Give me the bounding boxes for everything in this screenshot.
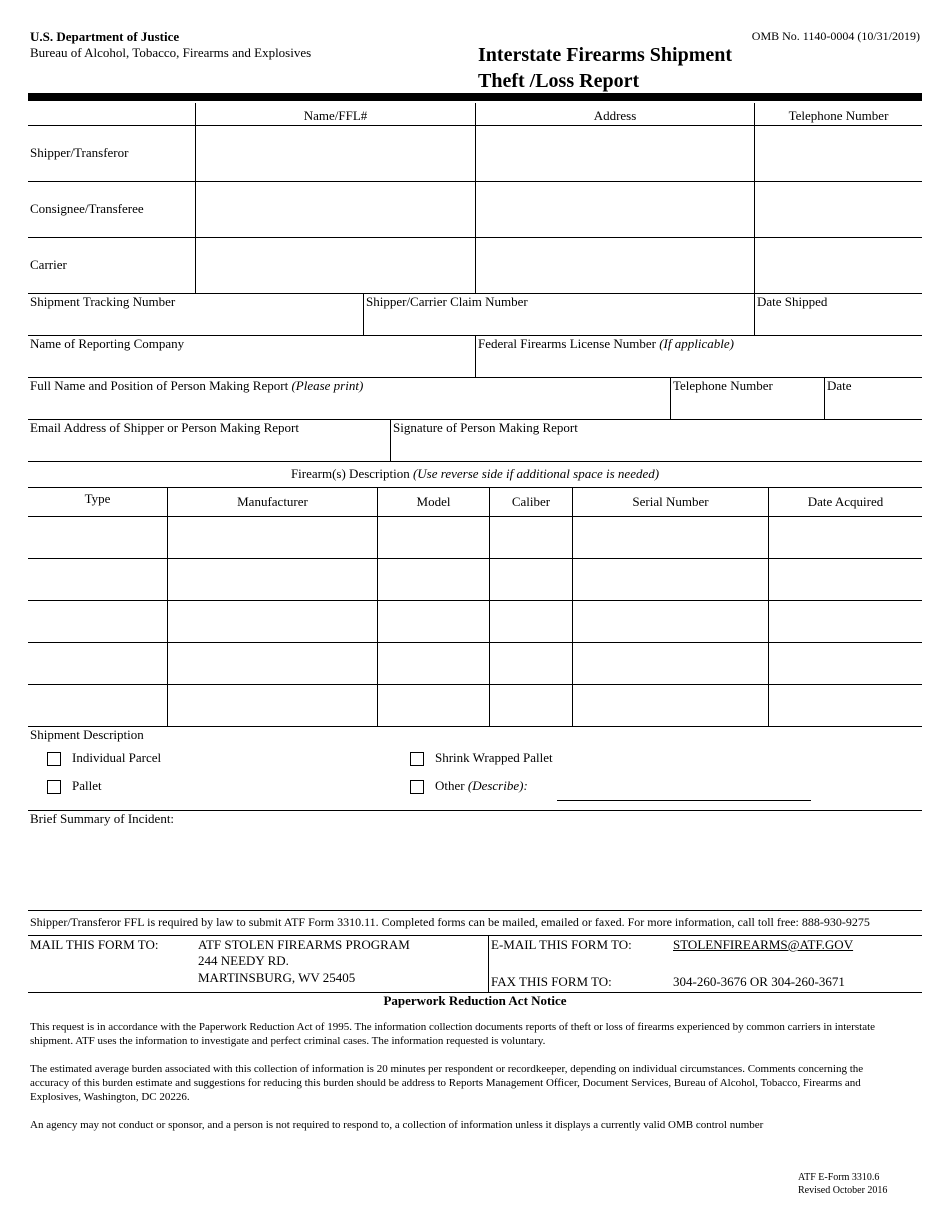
claim-number-field[interactable] xyxy=(366,311,751,333)
bureau-name: Bureau of Alcohol, Tobacco, Firearms and Explosives xyxy=(30,45,312,60)
mail-line3: MARTINSBURG, WV 25405 xyxy=(198,970,356,985)
col-model: Model xyxy=(416,494,451,509)
pra-paragraph-1: This request is in accordance with the Paperwork Reduction Act of 1995. The information collection documents reports of theft or loss of firearms experienced by common carriers in interstate shipment. ATF uses the information to investigate and perfect criminal cases. The information requested is voluntary. xyxy=(30,1021,876,1047)
date-shipped-label: Date Shipped xyxy=(757,294,828,309)
pra-paragraph-3: An agency may not conduct or sponsor, and a person is not required to respond to, a collection of information unless it displays a currently valid OMB control number xyxy=(30,1119,764,1131)
reporting-company-label: Name of Reporting Company xyxy=(30,336,185,351)
signature-label: Signature of Person Making Report xyxy=(393,420,578,435)
consignee-address-field[interactable] xyxy=(477,183,752,235)
ffl-requirement-notice: Shipper/Transferor FFL is required by law to submit ATF Form 3310.11. Completed forms can be mailed, emailed or faxed. For more information, call toll free: 888-930-9275 xyxy=(30,915,870,929)
ffl-number-label-wrap xyxy=(478,336,734,352)
shipment-description-label: Shipment Description xyxy=(30,727,144,742)
firearm-row[interactable] xyxy=(28,559,922,600)
reporting-company-field[interactable] xyxy=(30,353,472,375)
row-consignee-label: Consignee/Transferee xyxy=(30,201,144,216)
tracking-number-field[interactable] xyxy=(30,311,360,333)
firearm-row[interactable] xyxy=(28,685,922,726)
carrier-address-field[interactable] xyxy=(477,239,752,291)
firearm-row[interactable] xyxy=(28,643,922,684)
signature-field[interactable] xyxy=(393,437,920,459)
shipper-phone-field[interactable] xyxy=(756,127,920,179)
firearms-title-note: (Use reverse side if additional space is needed) xyxy=(412,466,660,481)
shrink-wrapped-checkbox[interactable] xyxy=(410,752,424,766)
summary-field[interactable] xyxy=(30,830,920,908)
claim-number-label: Shipper/Carrier Claim Number xyxy=(366,294,528,309)
col-address: Address xyxy=(593,108,637,123)
person-date-field[interactable] xyxy=(827,395,920,417)
form-title-line1: Interstate Firearms Shipment xyxy=(478,44,733,66)
form-number: ATF E-Form 3310.6 xyxy=(798,1172,880,1183)
shipper-name-field[interactable] xyxy=(197,127,473,179)
email-label: Email Address of Shipper or Person Making Report xyxy=(30,420,299,435)
person-field[interactable] xyxy=(30,395,667,417)
col-type: Type xyxy=(84,491,111,506)
col-serial-number: Serial Number xyxy=(632,494,709,509)
col-name-ffl: Name/FFL# xyxy=(303,108,368,123)
person-date-label: Date xyxy=(827,378,852,393)
pra-paragraph-2: The estimated average burden associated with this collection of information is 20 minutes per respondent or recordkeeper, depending on individual circumstances. Comments concerning the accuracy of this burden estimate and suggestions for reducing this burden should be address to Reports Management Officer, Document Services, Bureau of Alcohol, Tobacco, Firearms and Explosives, Washington, DC 20226. xyxy=(30,1063,864,1103)
other-label: Other xyxy=(435,778,465,793)
email-form-label: E-MAIL THIS FORM TO: xyxy=(491,937,632,952)
consignee-name-field[interactable] xyxy=(197,183,473,235)
col-telephone: Telephone Number xyxy=(788,108,889,123)
carrier-name-field[interactable] xyxy=(197,239,473,291)
email-field[interactable] xyxy=(30,437,387,459)
person-phone-label: Telephone Number xyxy=(673,378,773,393)
mail-line1: ATF STOLEN FIREARMS PROGRAM xyxy=(198,937,410,952)
form-title-line2: Theft /Loss Report xyxy=(478,70,640,92)
shipper-address-field[interactable] xyxy=(477,127,752,179)
other-note: (Describe): xyxy=(467,778,528,793)
summary-label: Brief Summary of Incident: xyxy=(30,811,175,826)
date-shipped-field[interactable] xyxy=(757,311,920,333)
ffl-number-note: (If applicable) xyxy=(659,336,734,351)
col-caliber: Caliber xyxy=(511,494,551,509)
other-describe-field[interactable] xyxy=(557,800,811,801)
firearm-row[interactable] xyxy=(28,601,922,642)
row-shipper-label: Shipper/Transferor xyxy=(30,145,129,160)
individual-parcel-checkbox[interactable] xyxy=(47,752,61,766)
tracking-number-label: Shipment Tracking Number xyxy=(30,294,176,309)
pallet-label: Pallet xyxy=(72,778,102,793)
other-checkbox[interactable] xyxy=(410,780,424,794)
person-phone-field[interactable] xyxy=(673,395,821,417)
agency-name: U.S. Department of Justice xyxy=(30,29,180,44)
carrier-phone-field[interactable] xyxy=(756,239,920,291)
mail-line2: 244 NEEDY RD. xyxy=(198,953,289,968)
person-label: Full Name and Position of Person Making Report xyxy=(30,378,289,393)
pallet-checkbox[interactable] xyxy=(47,780,61,794)
consignee-phone-field[interactable] xyxy=(756,183,920,235)
person-label-wrap xyxy=(30,378,363,394)
omb-number: OMB No. 1140-0004 (10/31/2019) xyxy=(751,29,920,43)
ffl-number-field[interactable] xyxy=(478,353,920,375)
fax-form-label: FAX THIS FORM TO: xyxy=(491,974,612,989)
ffl-number-label: Federal Firearms License Number xyxy=(478,336,656,351)
shrink-wrapped-label: Shrink Wrapped Pallet xyxy=(435,750,553,765)
firearms-title-wrap xyxy=(28,466,922,482)
col-manufacturer: Manufacturer xyxy=(237,494,308,509)
person-note: (Please print) xyxy=(291,378,364,393)
individual-parcel-label: Individual Parcel xyxy=(72,750,162,765)
firearm-row[interactable] xyxy=(28,517,922,558)
fax-form-value: 304-260-3676 OR 304-260-3671 xyxy=(673,974,845,989)
form-revised: Revised October 2016 xyxy=(798,1185,888,1196)
row-carrier-label: Carrier xyxy=(30,257,67,272)
header-rule xyxy=(28,93,922,101)
email-form-link[interactable]: STOLENFIREARMS@ATF.GOV xyxy=(673,937,854,952)
pra-title: Paperwork Reduction Act Notice xyxy=(383,993,567,1008)
mail-label: MAIL THIS FORM TO: xyxy=(30,937,159,952)
firearms-title: Firearm(s) Description xyxy=(290,466,410,481)
other-label-wrap xyxy=(435,778,528,794)
col-date-acquired: Date Acquired xyxy=(807,494,884,509)
